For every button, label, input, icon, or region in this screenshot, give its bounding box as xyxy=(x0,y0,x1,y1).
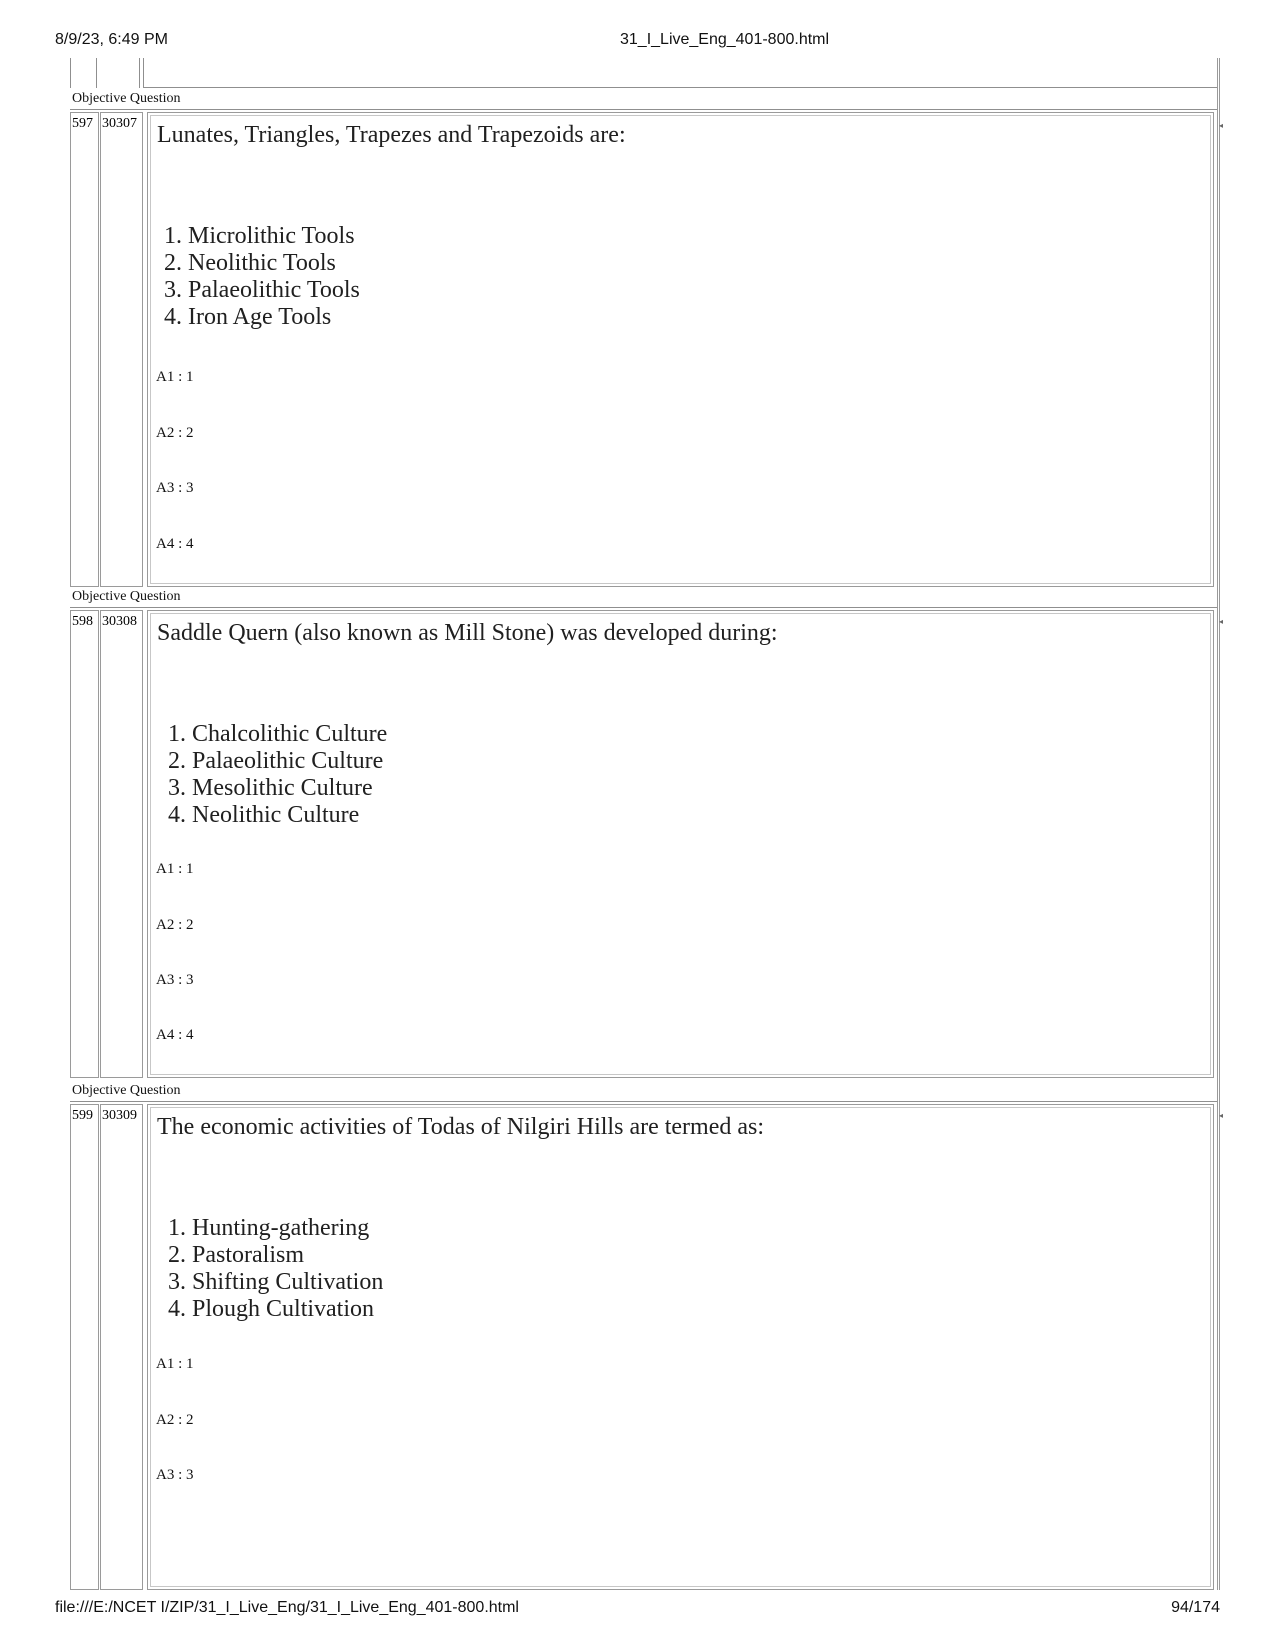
question-id: 30309 xyxy=(100,1104,143,1590)
question-content xyxy=(147,112,1214,587)
question-row-599 xyxy=(70,1104,1220,1590)
answer-key-a1: A1 : 1 xyxy=(156,1356,194,1372)
answer-key-a2: A2 : 2 xyxy=(156,917,194,933)
question-number: 599 xyxy=(70,1104,99,1590)
question-content-frame xyxy=(150,115,1211,584)
right-scroll-arrow-icon: ◂ xyxy=(1219,617,1224,626)
print-datetime: 8/9/23, 6:49 PM xyxy=(55,31,168,48)
option-2: 2. Palaeolithic Culture xyxy=(168,748,384,774)
option-2: 2. Neolithic Tools xyxy=(164,250,336,276)
section-divider-599 xyxy=(70,1101,1218,1102)
answer-key-a4: A4 : 4 xyxy=(156,536,194,552)
top-content-border xyxy=(143,58,144,88)
section-divider-597 xyxy=(70,109,1218,110)
answer-options xyxy=(168,721,387,829)
option-4: 4. Iron Age Tools xyxy=(164,304,332,330)
question-row-598 xyxy=(70,610,1220,1078)
right-scroll-arrow-icon: ◂ xyxy=(1219,1111,1224,1120)
right-table-border xyxy=(1217,58,1220,1590)
section-label-599: Objective Question xyxy=(72,1083,181,1098)
question-content xyxy=(147,1104,1214,1590)
question-text: The economic activities of Todas of Nilgiri Hills are termed as: xyxy=(157,1114,765,1140)
option-1: 1. Microlithic Tools xyxy=(164,223,355,249)
answer-key-a1: A1 : 1 xyxy=(156,861,194,877)
answer-options xyxy=(164,223,360,331)
answer-key-a1: A1 : 1 xyxy=(156,369,194,385)
section-label-598: Objective Question xyxy=(72,589,181,604)
question-number: 597 xyxy=(70,112,99,587)
question-id: 30308 xyxy=(100,610,143,1078)
section-label-597: Objective Question xyxy=(72,91,181,106)
top-number-border xyxy=(96,58,97,88)
top-content-bottom-border xyxy=(143,87,1218,88)
question-text: Saddle Quern (also known as Mill Stone) was developed during: xyxy=(157,620,778,646)
answer-key-a3: A3 : 3 xyxy=(156,480,194,496)
print-page-number: 94/174 xyxy=(1171,1599,1220,1616)
option-3: 3. Shifting Cultivation xyxy=(168,1269,384,1295)
top-left-border xyxy=(70,58,71,88)
right-scroll-arrow-icon: ◂ xyxy=(1219,121,1224,130)
question-row-597 xyxy=(70,112,1220,587)
question-text: Lunates, Triangles, Trapezes and Trapezoids are: xyxy=(157,122,626,148)
answer-key-a3: A3 : 3 xyxy=(156,1467,194,1483)
question-content-frame xyxy=(150,613,1211,1075)
option-4: 4. Neolithic Culture xyxy=(168,802,360,828)
option-1: 1. Hunting-gathering xyxy=(168,1215,370,1241)
question-content xyxy=(147,610,1214,1078)
option-3: 3. Palaeolithic Tools xyxy=(164,277,360,303)
question-id: 30307 xyxy=(100,112,143,587)
answer-key-a4: A4 : 4 xyxy=(156,1027,194,1043)
question-number: 598 xyxy=(70,610,99,1078)
option-2: 2. Pastoralism xyxy=(168,1242,304,1268)
section-divider-598 xyxy=(70,607,1218,608)
answer-options xyxy=(168,1215,383,1323)
option-3: 3. Mesolithic Culture xyxy=(168,775,373,801)
print-document-title: 31_I_Live_Eng_401-800.html xyxy=(620,31,830,48)
print-file-path: file:///E:/NCET I/ZIP/31_I_Live_Eng/31_I_Live_Eng_401-800.html xyxy=(55,1599,519,1616)
answer-key-a2: A2 : 2 xyxy=(156,1412,194,1428)
option-4: 4. Plough Cultivation xyxy=(168,1296,375,1322)
question-content-frame xyxy=(150,1107,1211,1587)
answer-key-a2: A2 : 2 xyxy=(156,425,194,441)
answer-key-a3: A3 : 3 xyxy=(156,972,194,988)
question-sheet xyxy=(70,58,1224,1590)
top-id-border xyxy=(139,58,140,88)
option-1: 1. Chalcolithic Culture xyxy=(168,721,388,747)
